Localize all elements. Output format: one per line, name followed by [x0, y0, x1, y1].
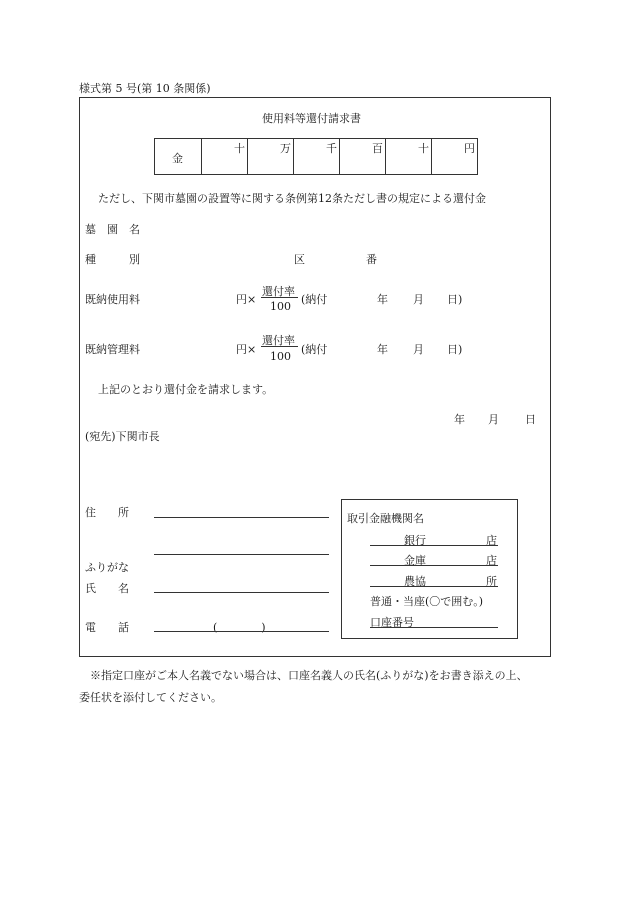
usage-fee-numerator: 還付率: [262, 285, 295, 298]
mgmt-fee-paid: (納付: [301, 343, 328, 356]
amount-label: 金: [172, 152, 183, 165]
ja-line[interactable]: [370, 586, 498, 587]
phone-paren: ( ): [213, 621, 266, 634]
amount-unit-cell[interactable]: [431, 139, 477, 174]
note-line-1: ※指定口座がご本人名義でない場合は、口座名義人の氏名(ふりがな)をお書き添えの上、: [90, 669, 528, 682]
mgmt-fee-month: 月: [413, 343, 424, 356]
shinkin-label: 金庫: [404, 554, 426, 567]
note-line-2: 委任状を添付してください。: [79, 691, 222, 704]
amount-unit-cell[interactable]: [247, 139, 293, 174]
amount-unit-label: 百: [372, 142, 383, 155]
usage-fee-yen-times: 円×: [236, 293, 257, 306]
date-year: 年: [454, 413, 465, 426]
form-title: 使用料等還付請求書: [262, 112, 361, 125]
mgmt-fee-day: 日): [447, 343, 463, 356]
plot-number-label: 番: [366, 253, 377, 266]
amount-unit-label: 千: [326, 142, 337, 155]
mgmt-fee-numerator: 還付率: [262, 334, 295, 347]
ja-label: 農協: [404, 575, 426, 588]
mgmt-fee-year: 年: [377, 343, 388, 356]
usage-fee-year: 年: [377, 293, 388, 306]
category-label: 種 別: [85, 253, 140, 266]
bank-line[interactable]: [370, 545, 498, 546]
amount-table: [154, 138, 478, 175]
form-number: 様式第 5 号(第 10 条関係): [79, 82, 211, 95]
shinkin-line[interactable]: [370, 565, 498, 566]
name-line[interactable]: [154, 592, 329, 593]
usage-fee-day: 日): [447, 293, 463, 306]
shinkin-branch-label: 店: [486, 554, 497, 567]
mgmt-fee-fraction-bar: [261, 346, 298, 347]
address-label: 住 所: [85, 506, 129, 519]
name-label: 氏 名: [85, 582, 129, 595]
usage-fee-month: 月: [413, 293, 424, 306]
usage-fee-fraction-bar: [261, 297, 298, 298]
request-text: 上記のとおり還付金を請求します。: [98, 383, 274, 396]
amount-unit-cell[interactable]: [385, 139, 431, 174]
cemetery-name-label: 墓 園 名: [85, 223, 140, 236]
bank-label: 銀行: [404, 534, 426, 547]
usage-fee-paid: (納付: [301, 293, 328, 306]
amount-unit-label: 万: [280, 142, 291, 155]
account-number-label: 口座番号: [370, 616, 414, 629]
mgmt-fee-label: 既納管理料: [85, 343, 140, 356]
amount-unit-cell[interactable]: [201, 139, 247, 174]
ja-office-label: 所: [486, 575, 497, 588]
mgmt-fee-denominator: 100: [270, 350, 291, 363]
amount-unit-cell[interactable]: [293, 139, 339, 174]
furigana-label: ふりがな: [85, 561, 129, 574]
statement-text: ただし、下関市墓園の設置等に関する条例第12条ただし書の規定による還付金: [98, 192, 486, 205]
usage-fee-label: 既納使用料: [85, 293, 140, 306]
bank-branch-label: 店: [486, 534, 497, 547]
phone-line[interactable]: [154, 631, 329, 632]
bank-box-title: 取引金融機関名: [347, 512, 424, 525]
usage-fee-denominator: 100: [270, 300, 291, 313]
account-number-line[interactable]: [370, 627, 498, 628]
addressee: (宛先)下関市長: [85, 430, 160, 443]
amount-unit-label: 十: [234, 142, 245, 155]
amount-unit-label: 円: [464, 142, 475, 155]
ward-label: 区: [294, 253, 305, 266]
furigana-line[interactable]: [154, 554, 329, 555]
amount-unit-cell[interactable]: [339, 139, 385, 174]
account-type: 普通・当座(〇で囲む。): [370, 595, 484, 608]
address-line[interactable]: [154, 517, 329, 518]
date-day: 日: [525, 413, 536, 426]
amount-unit-label: 十: [418, 142, 429, 155]
date-month: 月: [488, 413, 499, 426]
amount-label-cell: [155, 139, 201, 174]
mgmt-fee-yen-times: 円×: [236, 343, 257, 356]
phone-label: 電 話: [85, 621, 129, 634]
